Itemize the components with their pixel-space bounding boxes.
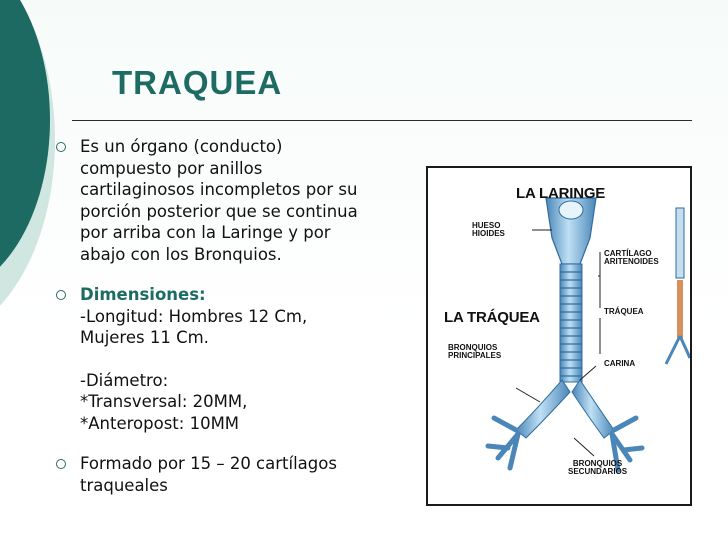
label-traquea: TRÁQUEA: [604, 307, 644, 316]
slide-title: TRAQUEA: [112, 64, 283, 101]
label-bronquios-secundarios: BRONQUIOS SECUNDARIOS: [568, 459, 628, 477]
dimensions-diameter: -Diámetro: *Transversal: 20MM, *Anteropost: 10MM: [80, 370, 248, 433]
label-cartilago-aritenoides: CARTÍLAGO ARITENOIDES: [604, 249, 659, 267]
dimensions-length: -Longitud: Hombres 12 Cm, Mujeres 11 Cm.: [80, 306, 308, 347]
bullet-cartilage-text: Formado por 15 – 20 cartílagos traqueales: [80, 454, 337, 495]
label-la-traquea: LA TRÁQUEA: [444, 309, 540, 326]
bullet-list: [52, 136, 432, 496]
trachea-illustration: [426, 166, 692, 506]
bullet-marker-icon: [56, 459, 66, 469]
bullet-definition-text: Es un órgano (conducto) compuesto por anillos cartilaginosos incompletos por su porción posterior que se continua por arriba con la Laringe y por abajo con los Bronquios.: [80, 137, 358, 264]
dimensions-heading: Dimensiones:: [80, 285, 206, 304]
bullet-marker-icon: [56, 290, 66, 300]
bullet-dimensions: [52, 284, 432, 434]
label-carina: CARINA: [604, 359, 636, 368]
bullet-marker-icon: [56, 142, 66, 152]
trachea-drawing: [428, 168, 690, 504]
bullet-cartilage: [52, 453, 432, 496]
label-hueso-hioides: HUESO HIOIDES: [472, 221, 505, 239]
label-la-laringe: LA LARINGE: [516, 185, 606, 202]
bullet-definition: [52, 136, 432, 265]
title-divider: [72, 120, 692, 121]
label-bronquios-principales: BRONQUIOS PRINCIPALES: [448, 343, 502, 361]
